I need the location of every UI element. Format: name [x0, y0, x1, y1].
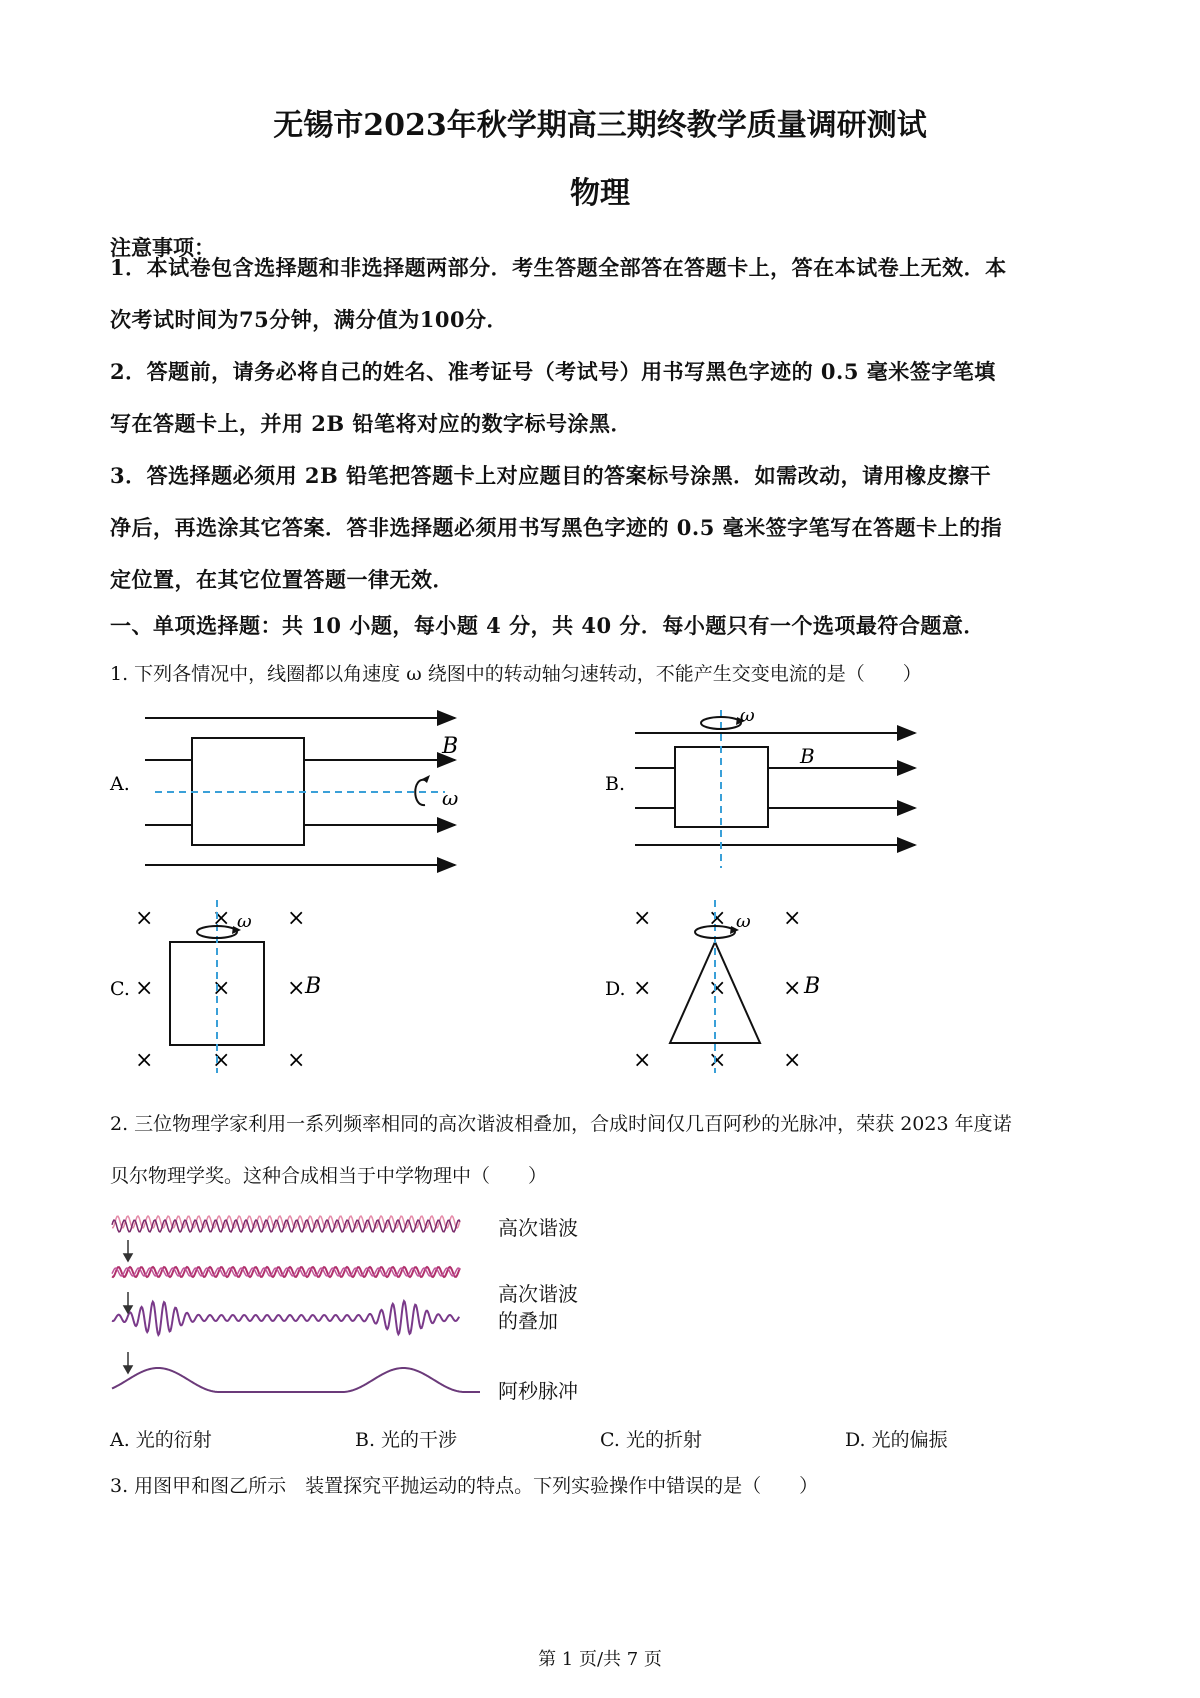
omega-label: ω: [736, 911, 751, 932]
question-1-stem: 1. 下列各情况中，线圈都以角速度 ω 绕图中的转动轴匀速转动，不能产生交变电流的是（ ）: [110, 663, 922, 685]
cross-mark: ×: [708, 1048, 727, 1073]
omega-label: ω: [740, 705, 755, 726]
notes-heading: 注意事项：: [110, 235, 215, 260]
field-label: B: [442, 734, 459, 759]
option-d-label: D.: [605, 978, 626, 1000]
omega-label: ω: [237, 911, 252, 932]
option-a-label: A.: [110, 773, 130, 795]
notes-line: 次考试时间为75分钟，满分值为100分．: [110, 307, 509, 332]
cross-mark: ×: [212, 1048, 231, 1073]
wave-label-superposition-2: 的叠加: [498, 1309, 558, 1333]
exam-subject: 物理: [570, 176, 630, 211]
notes-line: 写在答题卡上，并用 2B 铅笔将对应的数字标号涂黑．: [110, 411, 632, 436]
wave-label-superposition: 高次谐波: [498, 1282, 578, 1306]
omega-label: ω: [442, 786, 459, 810]
cross-mark: ×: [135, 906, 154, 931]
notes-line: 1．本试卷包含选择题和非选择题两部分．考生答题全部答在答题卡上，答在本试卷上无效．本: [110, 255, 1007, 280]
question-2-line: 贝尔物理学奖。这种合成相当于中学物理中（ ）: [110, 1165, 548, 1187]
notes-line: 2．答题前，请务必将自己的姓名、准考证号（考试号）用书写黑色字迹的 0.5 毫米签字笔填: [110, 359, 996, 384]
page-footer: 第 1 页/共 7 页: [538, 1649, 662, 1670]
option-b-label: B.: [605, 773, 626, 795]
figure-b: [605, 705, 915, 868]
harmonic-superposition: [112, 1301, 459, 1335]
cross-mark: ×: [287, 1048, 306, 1073]
exam-title: 无锡市2023年秋学期高三期终教学质量调研测试: [273, 108, 927, 143]
notes-line: 净后，再选涂其它答案．答非选择题必须用书写黑色字迹的 0.5 毫米签字笔写在答题卡上的指: [110, 515, 1003, 540]
notes-block: [110, 242, 1100, 606]
question-3-stem: 3. 用图甲和图乙所示 装置探究平抛运动的特点。下列实验操作中错误的是（ ）: [110, 1475, 819, 1497]
question-1-figures: [100, 705, 1100, 1075]
option-c: C. 光的折射: [600, 1429, 702, 1451]
option-a: A. 光的衍射: [110, 1429, 212, 1451]
cross-mark: ×: [708, 906, 727, 931]
cross-mark: ×: [633, 1048, 652, 1073]
cross-mark: ×: [633, 906, 652, 931]
field-label: B: [804, 974, 821, 999]
notes-line: 3．答选择题必须用 2B 铅笔把答题卡上对应题目的答案标号涂黑．如需改动，请用橡皮擦干: [110, 463, 992, 488]
field-label: B: [800, 744, 815, 768]
cross-mark: ×: [708, 976, 727, 1001]
cross-mark: ×: [783, 906, 802, 931]
cross-mark: ×: [783, 1048, 802, 1073]
cross-mark: ×: [212, 976, 231, 1001]
notes-line: 定位置，在其它位置答题一律无效．: [110, 567, 454, 592]
figure-d: [605, 900, 820, 1073]
question-2-stem: [110, 1098, 1100, 1202]
cross-mark: ×: [783, 976, 802, 1001]
cross-mark: ×: [287, 906, 306, 931]
cross-mark: ×: [212, 906, 231, 931]
wave-label-pulse: 阿秒脉冲: [498, 1379, 578, 1403]
figure-c: [110, 900, 321, 1073]
option-c-label: C.: [110, 978, 130, 1000]
option-b: B. 光的干涉: [355, 1429, 458, 1451]
attosecond-pulse: [112, 1368, 480, 1392]
question-2-line: 2. 三位物理学家利用一系列频率相同的高次谐波相叠加，合成时间仅几百阿秒的光脉冲，荣获 2023 年度诺: [110, 1113, 1012, 1135]
field-label: B: [305, 974, 322, 999]
cross-mark: ×: [287, 976, 306, 1001]
option-d: D. 光的偏振: [845, 1429, 948, 1451]
cross-mark: ×: [633, 976, 652, 1001]
cross-mark: ×: [135, 976, 154, 1001]
wave-label-harmonics: 高次谐波: [498, 1216, 578, 1240]
down-arrows: [124, 1240, 132, 1373]
cross-mark: ×: [135, 1048, 154, 1073]
section-heading: 一、单项选择题：共 10 小题，每小题 4 分，共 40 分．每小题只有一个选项最符合题意．: [110, 613, 985, 638]
figure-a: [109, 718, 458, 865]
